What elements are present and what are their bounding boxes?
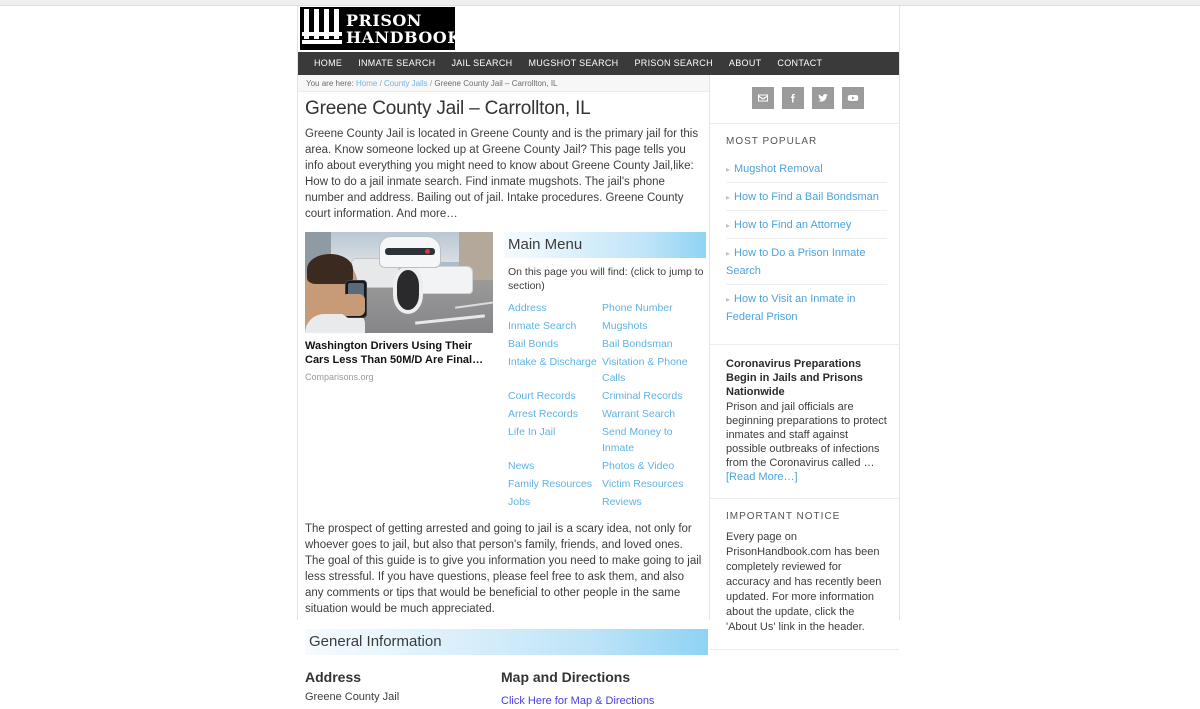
popular-link-find-attorney[interactable]: How to Find an Attorney	[734, 219, 852, 231]
map-column	[501, 669, 697, 709]
menu-link-visitation-phone-calls[interactable]: Visitation & Phone Calls	[602, 356, 688, 384]
map-heading: Map and Directions	[501, 669, 631, 685]
email-icon[interactable]	[752, 87, 774, 109]
sponsored-ad[interactable]	[305, 232, 493, 511]
menu-link-mugshots[interactable]: Mugshots	[602, 320, 648, 332]
map-directions-link[interactable]: Click Here for Map & Directions	[501, 695, 655, 707]
notice-title: IMPORTANT NOTICE	[726, 511, 841, 522]
menu-link-court-records[interactable]: Court Records	[508, 390, 576, 402]
menu-link-victim-resources[interactable]: Victim Resources	[602, 478, 684, 490]
menu-link-photos-video[interactable]: Photos & Video	[602, 460, 675, 472]
menu-link-phone-number[interactable]: Phone Number	[602, 302, 673, 314]
list-item[interactable]	[726, 211, 887, 239]
page-canvas	[0, 6, 1200, 707]
address-column	[305, 669, 501, 709]
list-item[interactable]	[726, 183, 887, 211]
sidebar	[710, 75, 899, 633]
social-links	[710, 75, 899, 124]
most-popular-title: MOST POPULAR	[726, 136, 818, 147]
prison-bars-icon	[300, 7, 344, 50]
main-menu-heading: Main Menu	[504, 232, 706, 258]
main-menu-links	[508, 299, 706, 511]
logo-line-2: HANDBOOK	[346, 27, 462, 47]
ad-title[interactable]: Washington Drivers Using Their Cars Less Than 50M/D Are Final…	[305, 340, 484, 366]
important-notice-widget	[710, 499, 899, 650]
address-heading: Address	[305, 669, 362, 685]
breadcrumb-current: Greene County Jail – Carrollton, IL	[434, 79, 558, 88]
youtube-icon[interactable]	[842, 87, 864, 109]
nav-item-jail-search[interactable]: JAIL SEARCH	[451, 58, 513, 68]
breadcrumb-sep-2: /	[429, 79, 433, 88]
menu-link-warrant-search[interactable]: Warrant Search	[602, 408, 676, 420]
nav-item-prison-search[interactable]: PRISON SEARCH	[634, 58, 713, 68]
ad-and-menu-row	[305, 232, 709, 511]
menu-link-address[interactable]: Address	[508, 302, 547, 314]
body-columns	[298, 75, 899, 707]
news-widget	[710, 345, 899, 499]
chevron-right-icon: ▸	[726, 221, 731, 230]
menu-link-intake-discharge[interactable]: Intake & Discharge	[508, 356, 597, 368]
main-menu-note: On this page you will find: (click to jump to section)	[508, 266, 704, 292]
breadcrumb-sep-1: /	[379, 79, 382, 88]
general-information-columns	[305, 669, 709, 709]
menu-link-send-money-to-inmate[interactable]: Send Money to Inmate	[602, 426, 673, 454]
list-item[interactable]	[726, 155, 887, 183]
menu-link-inmate-search[interactable]: Inmate Search	[508, 320, 577, 332]
list-item[interactable]	[726, 239, 887, 285]
news-heading[interactable]: Coronavirus Preparations Begin in Jails and Prisons Nationwide	[726, 358, 863, 398]
ad-source: Comparisons.org	[305, 372, 374, 382]
menu-link-bail-bondsman[interactable]: Bail Bondsman	[602, 338, 673, 350]
chevron-right-icon: ▸	[726, 193, 731, 202]
logo-line-1: PRISON	[346, 10, 422, 30]
nav-item-about[interactable]: ABOUT	[728, 58, 762, 68]
site-header	[298, 6, 899, 52]
site-container	[297, 6, 900, 707]
menu-link-jobs[interactable]: Jobs	[508, 496, 531, 508]
twitter-icon[interactable]	[812, 87, 834, 109]
ad-image[interactable]	[305, 232, 493, 333]
menu-link-bail-bonds[interactable]: Bail Bonds	[508, 338, 559, 350]
breadcrumb	[298, 75, 709, 92]
facebook-icon[interactable]	[782, 87, 804, 109]
main-menu-widget	[504, 232, 706, 511]
popular-link-mugshot-removal[interactable]: Mugshot Removal	[734, 163, 823, 175]
chevron-right-icon: ▸	[726, 165, 731, 174]
nav-item-contact[interactable]: CONTACT	[777, 58, 823, 68]
popular-link-visit-federal-prison[interactable]: How to Visit an Inmate in Federal Prison	[726, 293, 856, 323]
popular-link-find-bail-bondsman[interactable]: How to Find a Bail Bondsman	[734, 191, 879, 203]
intro-paragraph: Greene County Jail is located in Greene County and is the primary jail for this area. Know someone locked up at Greene County Jail? This page tells you info about everything you might need to know about Greene County Jail,like: How to do a jail inmate search. Find inmate mugshots. The jail's phone number and address. Bailing out of jail. Intake procedures. Greene County court information. And more…	[305, 128, 699, 220]
news-excerpt: Prison and jail officials are beginning preparations to protect inmates and staff against possible outbreaks of infections from the Coronavirus called …	[726, 401, 887, 469]
list-item[interactable]	[726, 285, 887, 330]
menu-link-arrest-records[interactable]: Arrest Records	[508, 408, 579, 420]
menu-link-life-in-jail[interactable]: Life In Jail	[508, 426, 556, 438]
site-logo[interactable]	[300, 7, 462, 50]
primary-nav[interactable]	[298, 52, 899, 75]
page-title: Greene County Jail – Carrollton, IL	[305, 98, 591, 119]
address-value: Greene County Jail	[305, 691, 400, 703]
general-information-heading: General Information	[305, 629, 708, 655]
most-popular-widget	[710, 124, 899, 345]
most-popular-list	[726, 155, 887, 330]
breadcrumb-home[interactable]: Home	[355, 79, 378, 88]
menu-link-reviews[interactable]: Reviews	[602, 496, 642, 508]
nav-item-mugshot-search[interactable]: MUGSHOT SEARCH	[528, 58, 619, 68]
breadcrumb-prefix: You are here:	[306, 79, 354, 88]
menu-link-family-resources[interactable]: Family Resources	[508, 478, 593, 490]
nav-item-home[interactable]: HOME	[314, 58, 343, 68]
menu-link-criminal-records[interactable]: Criminal Records	[602, 390, 683, 402]
news-read-more-link[interactable]: [Read More…]	[726, 471, 798, 483]
menu-link-news[interactable]: News	[508, 460, 535, 472]
notice-body: Every page on PrisonHandbook.com has been completely reviewed for accuracy and has recently been updated. For more information about the update, click the 'About Us' link in the header.	[726, 531, 882, 633]
chevron-right-icon: ▸	[726, 249, 731, 258]
body-paragraph: The prospect of getting arrested and going to jail is a scary idea, not only for whoever goes to jail, but also that person's family, friends, and loved ones. The goal of this guide is to give you information you need to make going to jail less stressful. If you have questions, please feel free to ask them, and also any comments or tips that would be beneficial to other people in the same situation would be much appreciated.	[305, 523, 702, 615]
chevron-right-icon: ▸	[726, 295, 731, 304]
popular-link-prison-inmate-search[interactable]: How to Do a Prison Inmate Search	[726, 247, 866, 277]
news-body	[726, 400, 887, 484]
logo-text	[346, 12, 462, 46]
nav-item-inmate-search[interactable]: INMATE SEARCH	[358, 58, 436, 68]
main-content	[298, 75, 710, 707]
breadcrumb-county-jails[interactable]: County Jails	[384, 79, 428, 88]
